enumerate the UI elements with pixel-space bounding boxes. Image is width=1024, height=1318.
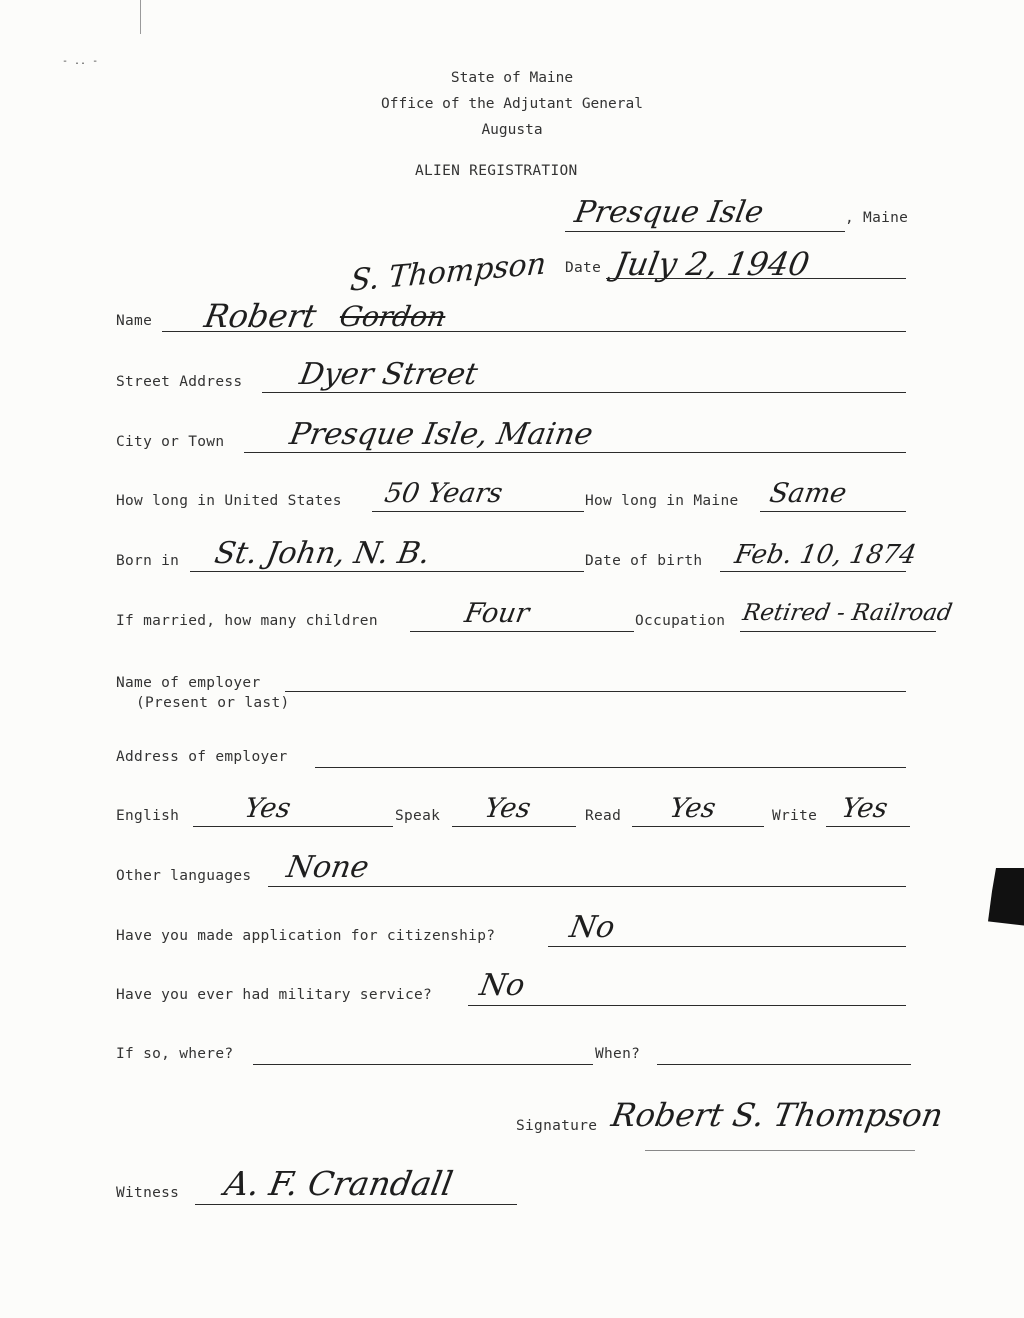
- write-line: [826, 826, 910, 827]
- place-suffix: , Maine: [845, 210, 909, 226]
- born-line: [190, 571, 584, 572]
- read-label: Read: [585, 808, 622, 824]
- date-value: July 2, 1940: [611, 245, 813, 283]
- street-value: Dyer Street: [296, 357, 481, 392]
- employer-line: [285, 691, 906, 692]
- english-line: [193, 826, 393, 827]
- where-label: If so, where?: [116, 1046, 234, 1062]
- header-state: State of Maine: [450, 70, 574, 86]
- born-value: St. John, N. B.: [211, 536, 433, 571]
- employer-address-line: [315, 767, 906, 768]
- occupation-line: [740, 631, 936, 632]
- children-label: If married, how many children: [116, 613, 378, 629]
- name-struck: Gordon: [337, 300, 449, 333]
- city-label: City or Town: [116, 434, 225, 450]
- name-line: [162, 331, 906, 332]
- name-label: Name: [116, 313, 153, 329]
- city-line: [244, 452, 906, 453]
- signature-value: Robert S. Thompson: [608, 1096, 946, 1134]
- occupation-label: Occupation: [635, 613, 726, 629]
- speak-line: [452, 826, 576, 827]
- other-languages-line: [268, 886, 906, 887]
- street-label: Street Address: [116, 374, 243, 390]
- maine-years-label: How long in Maine: [585, 493, 739, 509]
- employer-label: Name of employer: [116, 675, 261, 691]
- page-tab-mark: [988, 868, 1024, 926]
- speak-value: Yes: [482, 793, 534, 824]
- paper-speck: - .. -: [62, 56, 99, 67]
- citizenship-label: Have you made application for citizenship?: [116, 928, 496, 944]
- dob-value: Feb. 10, 1874: [732, 540, 919, 570]
- write-label: Write: [772, 808, 818, 824]
- us-years-value: 50 Years: [382, 478, 505, 509]
- paper-mark: [140, 0, 141, 34]
- maine-years-value: Same: [767, 478, 849, 509]
- name-inserted: S. Thompson: [348, 246, 548, 299]
- us-years-label: How long in United States: [116, 493, 342, 509]
- where-line: [253, 1064, 593, 1065]
- city-value: Presque Isle, Maine: [286, 417, 596, 452]
- children-value: Four: [462, 598, 532, 629]
- name-first: Robert: [201, 297, 320, 335]
- children-line: [410, 631, 634, 632]
- born-label: Born in: [116, 553, 180, 569]
- occupation-value: Retired - Railroad: [740, 600, 955, 626]
- military-value: No: [476, 968, 528, 1003]
- us-years-line: [372, 511, 584, 512]
- other-languages-value: None: [283, 850, 372, 885]
- dob-line: [720, 571, 906, 572]
- place-line: [565, 231, 845, 232]
- date-line: [606, 278, 906, 279]
- header-city: Augusta: [481, 122, 543, 138]
- witness-line: [195, 1204, 517, 1205]
- english-label: English: [116, 808, 180, 824]
- header-office: Office of the Adjutant General: [381, 96, 643, 112]
- speak-label: Speak: [395, 808, 441, 824]
- employer-address-label: Address of employer: [116, 749, 288, 765]
- english-value: Yes: [242, 793, 294, 824]
- signature-label: Signature: [516, 1118, 598, 1134]
- street-line: [262, 392, 906, 393]
- military-label: Have you ever had military service?: [116, 987, 433, 1003]
- witness-value: A. F. Crandall: [221, 1164, 456, 1203]
- citizenship-line: [548, 946, 906, 947]
- read-line: [632, 826, 764, 827]
- date-label: Date: [565, 260, 602, 276]
- write-value: Yes: [839, 793, 891, 824]
- read-value: Yes: [667, 793, 719, 824]
- citizenship-value: No: [566, 910, 618, 945]
- witness-label: Witness: [116, 1185, 180, 1201]
- employer-sublabel: (Present or last): [136, 695, 290, 711]
- military-line: [468, 1005, 906, 1006]
- dob-label: Date of birth: [585, 553, 703, 569]
- when-line: [657, 1064, 911, 1065]
- signature-underline: [645, 1150, 915, 1151]
- form-title: ALIEN REGISTRATION: [415, 163, 578, 179]
- place-value: Presque Isle: [571, 195, 767, 230]
- maine-years-line: [760, 511, 906, 512]
- when-label: When?: [595, 1046, 641, 1062]
- other-languages-label: Other languages: [116, 868, 252, 884]
